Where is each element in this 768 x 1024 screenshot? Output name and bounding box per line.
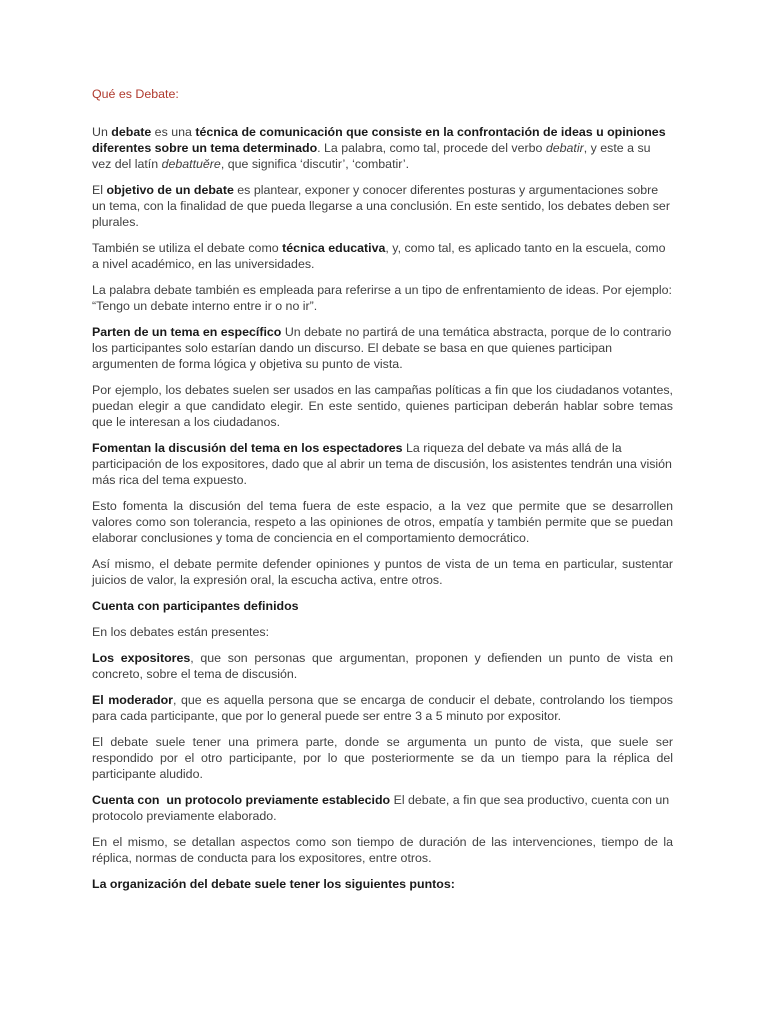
text-run: , y este a su vez del latín	[92, 141, 651, 171]
italic-word: debattuĕre	[161, 157, 221, 171]
text-run: , y, como tal, es aplicado tanto en la escuela, como a nivel académico, en las universidades.	[92, 241, 666, 271]
text-run: , que son personas que argumentan, proponen y defienden un punto de vista en concreto, sobre el tema de discusión.	[92, 651, 673, 681]
section-heading-inline: Parten de un tema en específico	[92, 325, 282, 339]
section-heading-participants	[92, 598, 673, 614]
section-heading-inline: Cuenta con un protocolo previamente establecido	[92, 793, 391, 807]
text-run: El debate, a fin que sea productivo, cuenta con un protocolo previamente elaborado.	[92, 793, 670, 823]
paragraph-details: En el mismo, se detallan aspectos como son tiempo de duración de las intervenciones, tiempo de la réplica, normas de conducta para los expositores, entre otros.	[92, 835, 673, 865]
paragraph-expositores	[92, 650, 673, 682]
bold-definition: técnica de comunicación que consiste en la confrontación de ideas u opiniones diferentes sobre un tema determinado	[92, 125, 666, 155]
bold-term: El moderador	[92, 693, 173, 707]
paragraph-objective	[92, 182, 673, 230]
section-heading-inline: Fomentan la discusión del tema en los espectadores	[92, 441, 403, 455]
paragraph-usage: La palabra debate también es empleada para referirse a un tipo de enfrentamiento de ideas. Por ejemplo: “Tengo un debate interno entre ir o no ir”.	[92, 283, 672, 313]
text-run: es una	[151, 125, 196, 139]
italic-word: debatir	[545, 141, 584, 155]
text-run: . La palabra, como tal, procede del verbo	[317, 141, 546, 155]
text-run: Un debate no partirá de una temática abstracta, porque de lo contrario los participantes solo estarían dando un discurso. El debate se basa en que quienes participan argumenten de forma lógica y objetiva su punto de vista.	[92, 325, 672, 371]
text-run: , que es aquella persona que se encarga de conducir el debate, controlando los tiempos para cada participante, que por lo general puede ser entre 3 a 5 minuto por expositor.	[92, 693, 673, 723]
section-heading-organization	[92, 876, 673, 892]
paragraph-definition	[92, 124, 673, 172]
paragraph-example: Por ejemplo, los debates suelen ser usados en las campañas políticas a fin que los ciudadanos votantes, puedan elegir a que candidato elegir. En este sentido, quienes participan deberán hablar sobre temas que le interesan a los ciudadanos.	[92, 383, 673, 429]
text-run: , que significa ‘discutir’, ‘combatir’.	[220, 157, 410, 171]
paragraph-first-part: El debate suele tener una primera parte, donde se argumenta un punto de vista, que suele ser respondido por el otro participante, por lo que posteriormente se da un tiempo para la réplica del participante aludido.	[92, 735, 673, 781]
text-run: La riqueza del debate va más allá de la participación de los expositores, dado que al abrir un tema de discusión, los asistentes tendrán una visión más rica del tema expuesto.	[92, 441, 672, 487]
paragraph-educational	[92, 240, 673, 272]
paragraph-present: En los debates están presentes:	[92, 625, 270, 639]
bold-term: objetivo de un debate	[106, 183, 234, 197]
bold-term: debate	[111, 125, 152, 139]
paragraph-moderador	[92, 692, 673, 724]
heading-text: Cuenta con participantes definidos	[92, 599, 299, 613]
bold-term: técnica educativa	[282, 241, 386, 255]
document-title: Qué es Debate:	[92, 87, 179, 101]
document-page	[92, 86, 673, 902]
text-run: También se utiliza el debate como	[92, 241, 283, 255]
heading-text: La organización del debate suele tener los siguientes puntos:	[92, 877, 455, 891]
text-run: El	[92, 183, 107, 197]
text-run: es plantear, exponer y conocer diferentes posturas y argumentaciones sobre un tema, con la finalidad de que pueda llegarse a una conclusión. En este sentido, los debates deben ser plurales.	[92, 183, 670, 229]
paragraph-defend: Así mismo, el debate permite defender opiniones y puntos de vista de un tema en particular, sustentar juicios de valor, la expresión oral, la escucha activa, entre otros.	[92, 557, 673, 587]
text-run: Un	[92, 125, 112, 139]
paragraph-audience	[92, 440, 673, 488]
paragraph-protocol	[92, 792, 673, 824]
paragraph-values: Esto fomenta la discusión del tema fuera de este espacio, a la vez que permite que se desarrollen valores como son tolerancia, respeto a las opiniones de otros, empatía y también permite que se puedan elaborar conclusiones y toma de conciencia en el comportamiento democrático.	[92, 499, 673, 545]
bold-term: Los expositores	[92, 651, 191, 665]
paragraph-specific-topic	[92, 324, 673, 372]
